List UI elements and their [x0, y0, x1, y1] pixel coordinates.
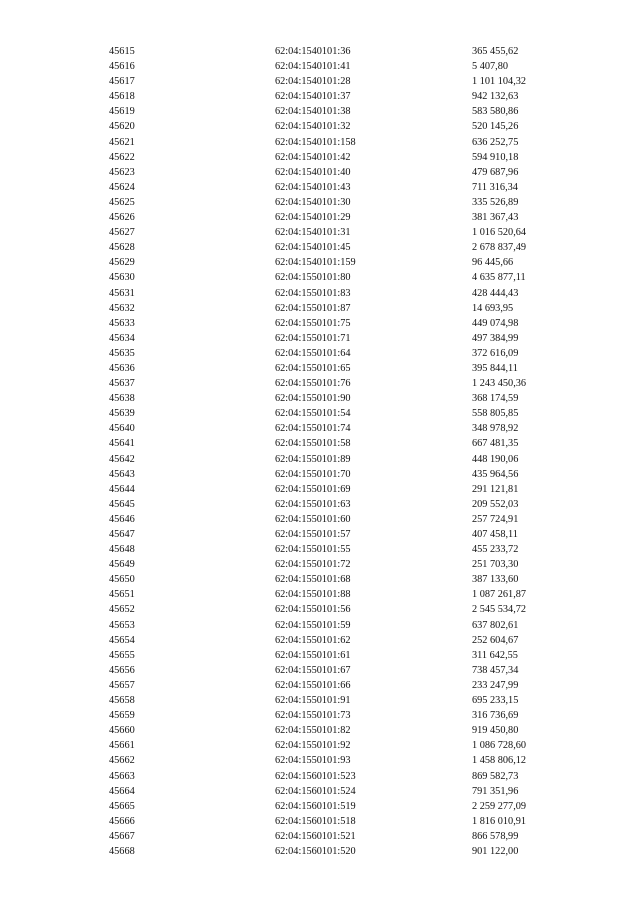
cadastral-number-cell: 62:04:1550101:55 [275, 544, 351, 556]
cadastral-value-cell: 435 964,56 [472, 468, 519, 480]
cadastral-value-cell: 257 724,91 [472, 513, 519, 525]
row-number-cell: 45635 [109, 347, 135, 359]
table-row [109, 210, 592, 225]
table-row [109, 497, 592, 512]
cadastral-number-cell: 62:04:1560101:521 [275, 830, 356, 842]
table-row [109, 436, 592, 451]
cadastral-number-cell: 62:04:1540101:36 [275, 46, 351, 57]
table-row [109, 59, 592, 74]
row-number-cell: 45628 [109, 242, 135, 254]
table-body [109, 44, 592, 859]
cadastral-number-cell: 62:04:1550101:92 [275, 740, 351, 752]
table-row [109, 452, 592, 467]
table-row [109, 648, 592, 663]
cadastral-value-cell: 449 074,98 [472, 317, 519, 329]
cadastral-number-cell: 62:04:1560101:518 [275, 815, 356, 827]
row-number-cell: 45667 [109, 830, 135, 842]
row-number-cell: 45650 [109, 574, 135, 586]
table-row [109, 723, 592, 738]
table-row [109, 769, 592, 784]
table-row [109, 104, 592, 119]
cadastral-number-cell: 62:04:1550101:87 [275, 302, 351, 314]
table-row [109, 512, 592, 527]
row-number-cell: 45657 [109, 679, 135, 691]
cadastral-value-cell: 1 243 450,36 [472, 378, 527, 390]
table-row [109, 180, 592, 195]
cadastral-number-cell: 62:04:1550101:74 [275, 423, 351, 435]
row-number-cell: 45623 [109, 166, 135, 178]
table-row [109, 542, 592, 557]
row-number-cell: 45653 [109, 619, 135, 631]
table-row [109, 406, 592, 421]
table-row [109, 195, 592, 210]
cadastral-value-cell: 233 247,99 [472, 679, 519, 691]
row-number-cell: 45627 [109, 227, 135, 239]
table-row [109, 89, 592, 104]
cadastral-number-cell: 62:04:1550101:75 [275, 317, 351, 329]
table-row [109, 135, 592, 150]
cadastral-number-cell: 62:04:1540101:37 [275, 91, 351, 103]
table-row [109, 814, 592, 829]
table-row [109, 240, 592, 255]
table-row [109, 316, 592, 331]
cadastral-number-cell: 62:04:1540101:41 [275, 61, 351, 73]
cadastral-value-cell: 919 450,80 [472, 725, 519, 737]
table-row [109, 572, 592, 587]
row-number-cell: 45624 [109, 181, 135, 193]
row-number-cell: 45642 [109, 453, 135, 465]
cadastral-value-cell: 1 816 010,91 [472, 815, 527, 827]
row-number-cell: 45663 [109, 770, 135, 782]
cadastral-number-cell: 62:04:1560101:524 [275, 785, 356, 797]
row-number-cell: 45633 [109, 317, 135, 329]
cadastral-value-cell: 252 604,67 [472, 634, 519, 646]
cadastral-number-cell: 62:04:1550101:90 [275, 393, 351, 405]
cadastral-value-cell: 455 233,72 [472, 544, 519, 556]
table-row [109, 527, 592, 542]
row-number-cell: 45654 [109, 634, 135, 646]
cadastral-value-cell: 4 635 877,11 [472, 272, 526, 284]
cadastral-value-cell: 1 086 728,60 [472, 740, 527, 752]
table-row [109, 753, 592, 768]
table-row [109, 587, 592, 602]
table-row [109, 557, 592, 572]
cadastral-value-cell: 251 703,30 [472, 559, 519, 571]
table-row [109, 784, 592, 799]
row-number-cell: 45640 [109, 423, 135, 435]
table-row [109, 633, 592, 648]
cadastral-value-cell: 381 367,43 [472, 212, 519, 224]
cadastral-value-cell: 1 458 806,12 [472, 755, 527, 767]
cadastral-value-cell: 942 132,63 [472, 91, 519, 103]
cadastral-number-cell: 62:04:1560101:519 [275, 800, 356, 812]
cadastral-value-cell: 497 384,99 [472, 332, 519, 344]
row-number-cell: 45651 [109, 589, 135, 601]
row-number-cell: 45655 [109, 649, 135, 661]
row-number-cell: 45622 [109, 151, 135, 163]
cadastral-number-cell: 62:04:1550101:88 [275, 589, 351, 601]
row-number-cell: 45625 [109, 196, 135, 208]
cadastral-number-cell: 62:04:1540101:43 [275, 181, 351, 193]
table-row [109, 225, 592, 240]
cadastral-value-cell: 637 802,61 [472, 619, 519, 631]
row-number-cell: 45616 [109, 61, 135, 73]
cadastral-number-cell: 62:04:1550101:66 [275, 679, 351, 691]
table-row [109, 255, 592, 270]
row-number-cell: 45662 [109, 755, 135, 767]
cadastral-value-cell: 2 545 534,72 [472, 604, 527, 616]
cadastral-number-cell: 62:04:1550101:91 [275, 695, 351, 707]
cadastral-number-cell: 62:04:1540101:29 [275, 212, 351, 224]
cadastral-number-cell: 62:04:1550101:80 [275, 272, 351, 284]
table-row [109, 708, 592, 723]
table-row [109, 678, 592, 693]
table-row [109, 799, 592, 814]
row-number-cell: 45629 [109, 257, 135, 269]
row-number-cell: 45645 [109, 498, 135, 510]
cadastral-number-cell: 62:04:1550101:82 [275, 725, 351, 737]
cadastral-value-cell: 365 455,62 [472, 46, 519, 57]
row-number-cell: 45620 [109, 121, 135, 133]
row-number-cell: 45619 [109, 106, 135, 118]
row-number-cell: 45661 [109, 740, 135, 752]
cadastral-value-cell: 407 458,11 [472, 529, 518, 540]
cadastral-value-cell: 96 445,66 [472, 257, 514, 269]
cadastral-value-cell: 395 844,11 [472, 362, 518, 374]
row-number-cell: 45665 [109, 800, 135, 812]
table-row [109, 421, 592, 436]
row-number-cell: 45658 [109, 695, 135, 707]
cadastral-value-cell: 368 174,59 [472, 393, 519, 405]
table-row [109, 361, 592, 376]
cadastral-number-cell: 62:04:1550101:59 [275, 619, 351, 631]
row-number-cell: 45664 [109, 785, 135, 797]
cadastral-number-cell: 62:04:1550101:93 [275, 755, 351, 767]
table-row [109, 74, 592, 89]
cadastral-number-cell: 62:04:1550101:54 [275, 408, 351, 420]
row-number-cell: 45648 [109, 544, 135, 556]
cadastral-number-cell: 62:04:1540101:158 [275, 136, 356, 148]
table-row [109, 693, 592, 708]
table-row [109, 467, 592, 482]
table-row [109, 165, 592, 180]
cadastral-number-cell: 62:04:1550101:69 [275, 483, 351, 495]
cadastral-value-cell: 335 526,89 [472, 196, 519, 208]
row-number-cell: 45617 [109, 76, 135, 88]
row-number-cell: 45666 [109, 815, 135, 827]
cadastral-value-cell: 636 252,75 [472, 136, 519, 148]
cadastral-number-cell: 62:04:1550101:89 [275, 453, 351, 465]
cadastral-value-cell: 866 578,99 [472, 830, 519, 842]
cadastral-value-cell: 520 145,26 [472, 121, 519, 133]
cadastral-value-cell: 738 457,34 [472, 664, 519, 676]
cadastral-value-cell: 2 678 837,49 [472, 242, 527, 254]
cadastral-value-cell: 348 978,92 [472, 423, 519, 435]
cadastral-value-cell: 209 552,03 [472, 498, 519, 510]
cadastral-number-cell: 62:04:1550101:61 [275, 649, 351, 661]
row-number-cell: 45668 [109, 845, 135, 857]
row-number-cell: 45632 [109, 302, 135, 314]
cadastral-value-cell: 1 016 520,64 [472, 227, 527, 239]
table-row [109, 618, 592, 633]
cadastral-value-cell: 711 316,34 [472, 181, 518, 193]
row-number-cell: 45637 [109, 378, 135, 390]
table-row [109, 482, 592, 497]
cadastral-value-cell: 901 122,00 [472, 845, 519, 857]
cadastral-value-cell: 583 580,86 [472, 106, 519, 118]
cadastral-number-cell: 62:04:1550101:62 [275, 634, 351, 646]
cadastral-number-cell: 62:04:1550101:68 [275, 574, 351, 586]
cadastral-value-cell: 2 259 277,09 [472, 800, 527, 812]
cadastral-value-cell: 667 481,35 [472, 438, 519, 450]
cadastral-number-cell: 62:04:1550101:56 [275, 604, 351, 616]
row-number-cell: 45638 [109, 393, 135, 405]
row-number-cell: 45639 [109, 408, 135, 420]
cadastral-number-cell: 62:04:1540101:45 [275, 242, 351, 254]
table-row [109, 602, 592, 617]
row-number-cell: 45634 [109, 332, 135, 344]
cadastral-number-cell: 62:04:1550101:73 [275, 710, 351, 722]
cadastral-number-cell: 62:04:1550101:72 [275, 559, 351, 571]
cadastral-number-cell: 62:04:1550101:71 [275, 332, 351, 344]
cadastral-value-cell: 448 190,06 [472, 453, 519, 465]
row-number-cell: 45646 [109, 513, 135, 525]
cadastral-number-cell: 62:04:1550101:60 [275, 513, 351, 525]
cadastral-value-cell: 387 133,60 [472, 574, 519, 586]
cadastral-number-cell: 62:04:1550101:67 [275, 664, 351, 676]
cadastral-number-cell: 62:04:1550101:58 [275, 438, 351, 450]
table-row [109, 391, 592, 406]
cadastral-value-cell: 311 642,55 [472, 649, 518, 661]
table-row [109, 150, 592, 165]
cadastral-value-cell: 594 910,18 [472, 151, 519, 163]
cadastral-value-cell: 372 616,09 [472, 347, 519, 359]
row-number-cell: 45644 [109, 483, 135, 495]
row-number-cell: 45631 [109, 287, 135, 299]
cadastral-value-cell: 791 351,96 [472, 785, 519, 797]
cadastral-value-cell: 428 444,43 [472, 287, 519, 299]
cadastral-number-cell: 62:04:1550101:65 [275, 362, 351, 374]
cadastral-number-cell: 62:04:1540101:42 [275, 151, 351, 163]
cadastral-value-cell: 869 582,73 [472, 770, 519, 782]
cadastral-value-cell: 5 407,80 [472, 61, 509, 73]
row-number-cell: 45641 [109, 438, 135, 450]
table-row [109, 331, 592, 346]
table-row [109, 376, 592, 391]
cadastral-value-cell: 479 687,96 [472, 166, 519, 178]
table-row [109, 119, 592, 134]
table-row [109, 301, 592, 316]
cadastral-value-cell: 558 805,85 [472, 408, 519, 420]
cadastral-number-cell: 62:04:1540101:30 [275, 196, 351, 208]
row-number-cell: 45630 [109, 272, 135, 284]
cadastral-number-cell: 62:04:1560101:523 [275, 770, 356, 782]
cadastral-number-cell: 62:04:1550101:83 [275, 287, 351, 299]
table-row [109, 270, 592, 285]
cadastral-number-cell: 62:04:1540101:28 [275, 76, 351, 88]
table-row [109, 286, 592, 301]
row-number-cell: 45660 [109, 725, 135, 737]
cadastral-value-cell: 291 121,81 [472, 483, 519, 495]
table-row [109, 44, 592, 59]
cadastral-number-cell: 62:04:1560101:520 [275, 845, 356, 857]
cadastral-value-cell: 14 693,95 [472, 302, 514, 314]
row-number-cell: 45615 [109, 46, 135, 57]
cadastral-value-cell: 695 233,15 [472, 695, 519, 707]
cadastral-number-cell: 62:04:1540101:31 [275, 227, 351, 239]
cadastral-value-cell: 1 101 104,32 [472, 76, 527, 88]
row-number-cell: 45618 [109, 91, 135, 103]
table-row [109, 829, 592, 844]
table-row [109, 738, 592, 753]
cadastral-number-cell: 62:04:1540101:40 [275, 166, 351, 178]
table-row [109, 844, 592, 859]
row-number-cell: 45659 [109, 710, 135, 722]
row-number-cell: 45656 [109, 664, 135, 676]
cadastral-value-cell: 316 736,69 [472, 710, 519, 722]
row-number-cell: 45652 [109, 604, 135, 616]
table-row [109, 346, 592, 361]
cadastral-number-cell: 62:04:1550101:70 [275, 468, 351, 480]
row-number-cell: 45636 [109, 362, 135, 374]
cadastral-number-cell: 62:04:1550101:76 [275, 378, 351, 390]
cadastral-number-cell: 62:04:1540101:32 [275, 121, 351, 133]
cadastral-number-cell: 62:04:1540101:38 [275, 106, 351, 118]
cadastral-number-cell: 62:04:1550101:63 [275, 498, 351, 510]
row-number-cell: 45626 [109, 212, 135, 224]
cadastral-number-cell: 62:04:1550101:64 [275, 347, 351, 359]
cadastral-number-cell: 62:04:1550101:57 [275, 529, 351, 540]
cadastral-value-cell: 1 087 261,87 [472, 589, 527, 601]
row-number-cell: 45649 [109, 559, 135, 571]
row-number-cell: 45643 [109, 468, 135, 480]
cadastral-number-cell: 62:04:1540101:159 [275, 257, 356, 269]
table-row [109, 663, 592, 678]
row-number-cell: 45647 [109, 529, 135, 540]
row-number-cell: 45621 [109, 136, 135, 148]
cadastral-value-table [109, 44, 592, 859]
